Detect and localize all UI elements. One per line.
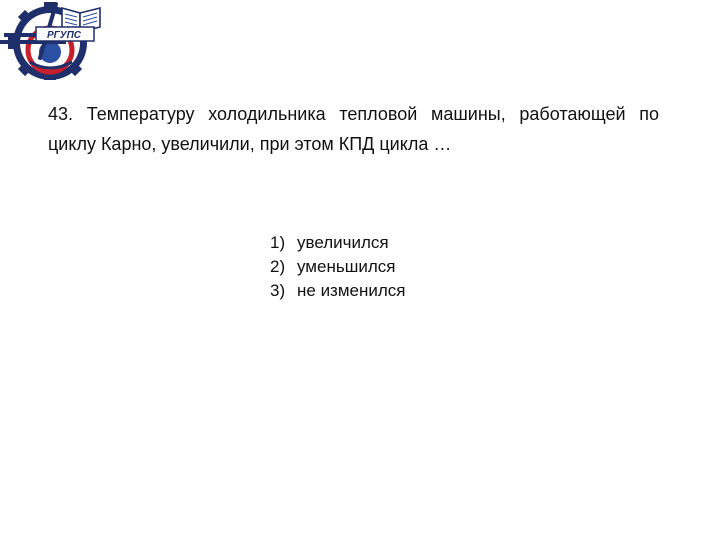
answer-option-3[interactable]: [270, 279, 406, 303]
answer-number: 3): [270, 281, 286, 300]
answer-label: не изменился: [297, 281, 406, 300]
answer-label: уменьшился: [297, 257, 396, 276]
answer-label: увеличился: [297, 233, 389, 252]
answer-number: 2): [270, 257, 286, 276]
logo-text: РГУПС: [47, 30, 81, 41]
answer-option-2[interactable]: [270, 255, 406, 279]
question-text: 43. Температуру холодильника тепловой машины, работающей по циклу Карно, увеличили, при этом КПД цикла …: [48, 104, 659, 154]
answer-list: [270, 231, 406, 303]
answer-number: 1): [270, 233, 286, 252]
university-logo-icon: [0, 0, 112, 82]
answer-option-1[interactable]: [270, 231, 406, 255]
